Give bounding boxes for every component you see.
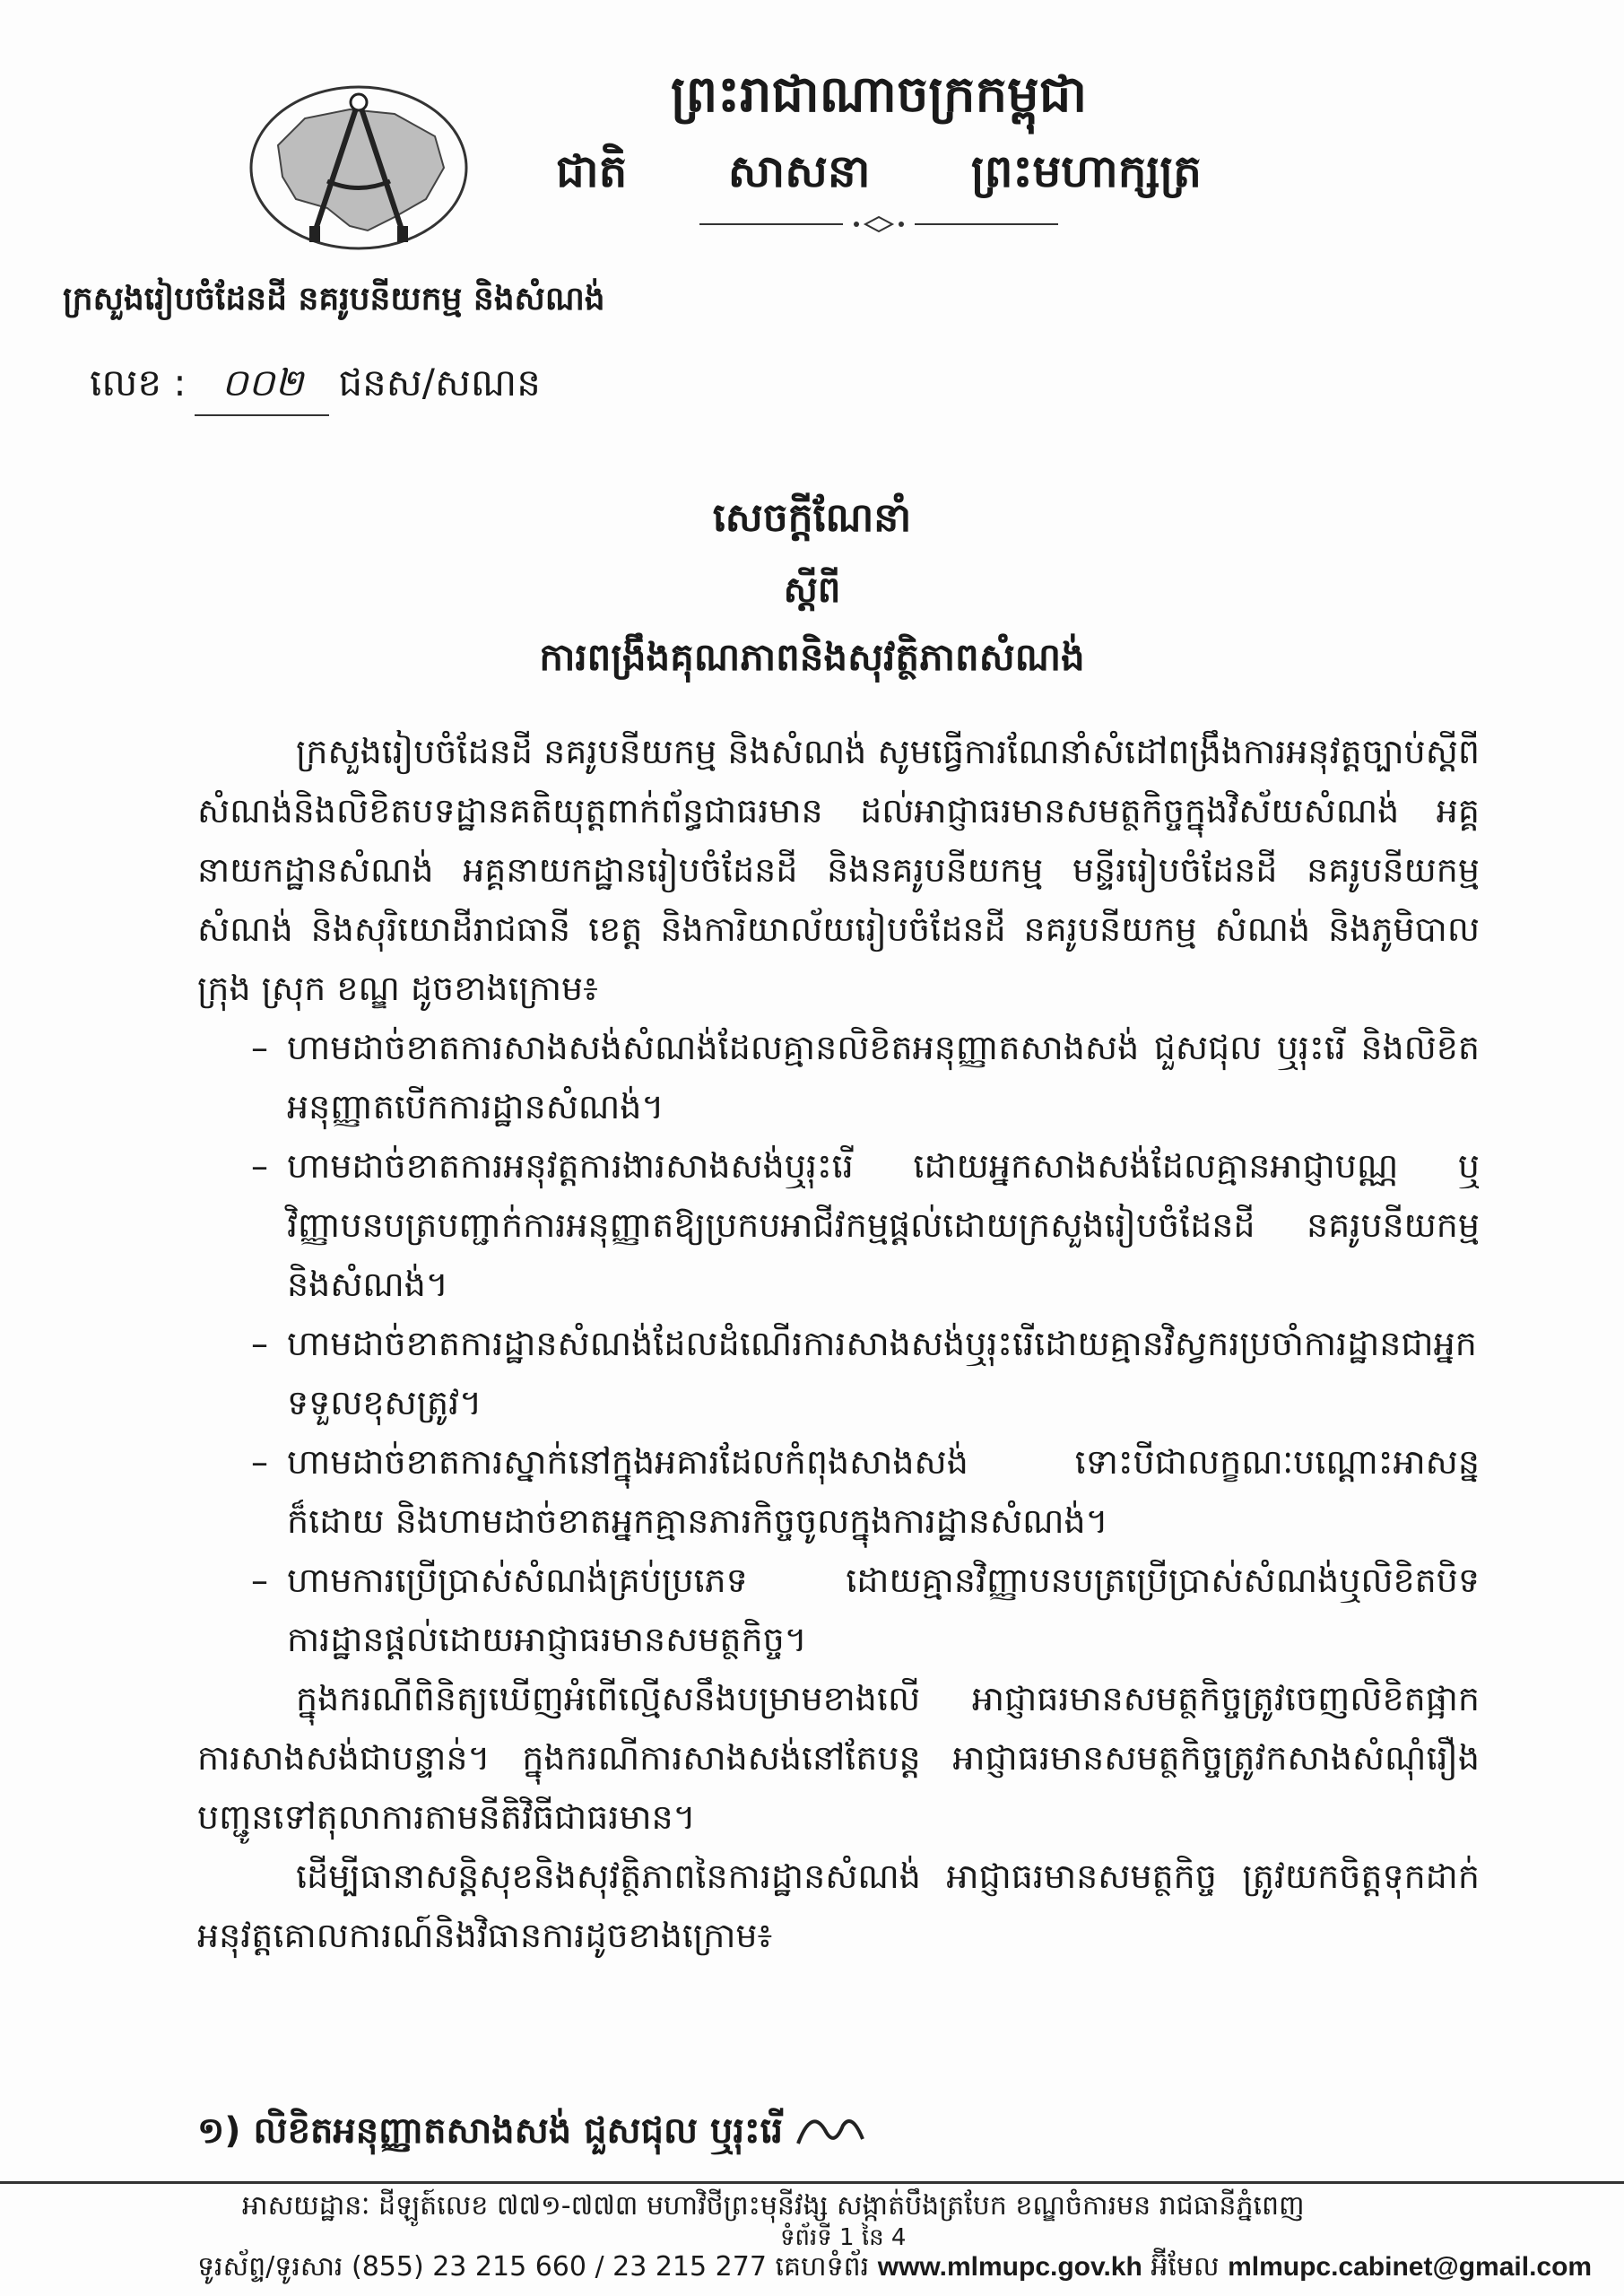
- document-body: [197, 722, 1480, 1965]
- footer-email-label: អ៊ីមែល: [1151, 2251, 1220, 2283]
- ref-number: ០០២: [195, 359, 329, 416]
- bullet-text: ហាមការប្រើប្រាស់សំណង់គ្រប់ប្រភេទ ដោយគ្មានវិញ្ញាបនបត្រប្រើប្រាស់សំណង់ឬលិខិតបិទការដ្ឋានផ្តល់ដោយអាជ្ញាធរមានសមត្ថកិច្ច។: [287, 1561, 1480, 1659]
- ref-suffix: ជនស/សណន: [338, 361, 541, 404]
- document-subject: ការពង្រឹងគុណភាពនិងសុវត្ថិភាពសំណង់: [539, 635, 1085, 679]
- motto-nation: ជាតិ: [556, 144, 628, 197]
- ministry-name: ក្រសួងរៀបចំដែនដី នគរូបនីយកម្ម និងសំណង់: [63, 280, 605, 317]
- footer-email-link[interactable]: mlmupc.cabinet@gmail.com: [1228, 2252, 1593, 2282]
- bullet-item: – ហាមដាច់ខាតការសាងសង់សំណង់ដែលគ្មានលិខិតអនុញ្ញាតសាងសង់ ជួសជុល ឬរុះរើ និងលិខិតអនុញ្ញាតបើកការដ្ឋានសំណង់។: [251, 1028, 1480, 1126]
- kingdom-title: ព្រះរាជាណាចក្រកម្ពុជា: [670, 65, 1088, 124]
- reference-number: [90, 359, 541, 416]
- bullet-item: – ហាមដាច់ខាតការស្នាក់នៅក្នុងអគារដែលកំពុងសាងសង់ ទោះបីជាលក្ខណៈបណ្តោះអាសន្នក៏ដោយ និងហាមដាច់ខាតអ្នកគ្មានភារកិច្ចចូលក្នុងការដ្ឋានសំណង់។: [251, 1442, 1480, 1541]
- footer-divider: [0, 2181, 1624, 2184]
- bullet-item: – ហាមដាច់ខាតការអនុវត្តការងារសាងសង់ឬរុះរើ ដោយអ្នកសាងសង់ដែលគ្មានអាជ្ញាបណ្ណ ឬវិញ្ញាបនបត្របញ្ជាក់ការអនុញ្ញាតឱ្យប្រកបអាជីវកម្មផ្តល់ដោយក្រសួងរៀបចំដែនដី នគរូបនីយកម្ម និងសំណង់។: [251, 1146, 1480, 1304]
- footer-contact: [197, 2249, 1593, 2289]
- document-title-about: ស្តីពី: [783, 569, 841, 611]
- ministry-logo: [242, 83, 475, 253]
- footer-website-link[interactable]: www.mlmupc.gov.kh: [877, 2252, 1142, 2282]
- bullet-text: ហាមដាច់ខាតការអនុវត្តការងារសាងសង់ឬរុះរើ ដោយអ្នកសាងសង់ដែលគ្មានអាជ្ញាបណ្ណ ឬវិញ្ញាបនបត្របញ្ជាក់ការអនុញ្ញាតឱ្យប្រកបអាជីវកម្មផ្តល់ដោយក្រសួងរៀបចំដែនដី នគរូបនីយកម្ម និងសំណង់។: [287, 1146, 1480, 1304]
- ornament-divider: [699, 215, 1058, 233]
- section-heading-1: ១) លិខិតអនុញ្ញាតសាងសង់ ជួសជុល ឬរុះរើ: [197, 2110, 784, 2152]
- document-title: សេចក្តីណែនាំ: [712, 495, 912, 541]
- motto-king: ព្រះមហាក្សត្រ: [970, 144, 1202, 197]
- footer-web-label: គេហទំព័រ: [775, 2251, 870, 2283]
- footer-phone: ទូរស័ព្ទ/ទូរសារ (855) 23 215 660 / 23 215 277: [197, 2251, 767, 2283]
- enforcement-paragraph: ក្នុងករណីពិនិត្យឃើញអំពើល្មើសនឹងបម្រាមខាងលើ អាជ្ញាធរមានសមត្ថកិច្ចត្រូវចេញលិខិតផ្អាកការសាងសង់ជាបន្ទាន់។ ក្នុងករណីការសាងសង់នៅតែបន្ត អាជ្ញាធរមានសមត្ថកិច្ចត្រូវកសាងសំណុំរឿងបញ្ជូនទៅតុលាការតាមនីតិវិធីជាធរមាន។: [197, 1679, 1480, 1837]
- ref-label: លេខ :: [90, 361, 187, 404]
- safety-paragraph: ដើម្បីធានាសន្តិសុខនិងសុវត្ថិភាពនៃការដ្ឋានសំណង់ អាជ្ញាធរមានសមត្ថកិច្ច ត្រូវយកចិត្តទុកដាក់អនុវត្តគោលការណ៍និងវិធានការដូចខាងក្រោម៖: [197, 1857, 1480, 1955]
- bullet-item: – ហាមការប្រើប្រាស់សំណង់គ្រប់ប្រភេទ ដោយគ្មានវិញ្ញាបនបត្រប្រើប្រាស់សំណង់ឬលិខិតបិទការដ្ឋានផ្តល់ដោយអាជ្ញាធរមានសមត្ថកិច្ច។: [251, 1561, 1480, 1659]
- national-motto: [556, 144, 1202, 209]
- bullet-text: ហាមដាច់ខាតការសាងសង់សំណង់ដែលគ្មានលិខិតអនុញ្ញាតសាងសង់ ជួសជុល ឬរុះរើ និងលិខិតអនុញ្ញាតបើកការដ្ឋានសំណង់។: [287, 1028, 1480, 1126]
- initials-signature: [789, 2103, 870, 2157]
- bullet-text: ហាមដាច់ខាតការដ្ឋានសំណង់ដែលដំណើរការសាងសង់ឬរុះរើដោយគ្មានវិស្វករប្រចាំការដ្ឋានជាអ្នកទទួលខុសត្រូវ។: [287, 1324, 1477, 1422]
- motto-religion: សាសនា: [727, 144, 871, 197]
- footer-address: អាសយដ្ឋានៈ ដីឡូត៍លេខ ៧៧១-៧៧៣ មហាវិថីព្រះមុនីវង្ស សង្កាត់បឹងត្របែក ខណ្ឌចំការមន រាជធានីភ្នំពេញ: [242, 2190, 1305, 2222]
- page-number: ទំព័រទី 1 នៃ 4: [780, 2224, 907, 2251]
- bullet-text: ហាមដាច់ខាតការស្នាក់នៅក្នុងអគារដែលកំពុងសាងសង់ ទោះបីជាលក្ខណៈបណ្តោះអាសន្នក៏ដោយ និងហាមដាច់ខាតអ្នកគ្មានភារកិច្ចចូលក្នុងការដ្ឋានសំណង់។: [287, 1442, 1480, 1541]
- intro-paragraph: ក្រសួងរៀបចំដែនដី នគរូបនីយកម្ម និងសំណង់ សូមធ្វើការណែនាំសំដៅពង្រឹងការអនុវត្តច្បាប់ស្តីពីសំណង់និងលិខិតបទដ្ឋានគតិយុត្តពាក់ព័ន្ធជាធរមាន ដល់អាជ្ញាធរមានសមត្ថកិច្ចក្នុងវិស័យសំណង់ អគ្គនាយកដ្ឋានសំណង់ អគ្គនាយកដ្ឋានរៀបចំដែនដី និងនគរូបនីយកម្ម មន្ទីររៀបចំដែនដី នគរូបនីយកម្ម សំណង់ និងសុរិយោដីរាជធានី ខេត្ត និងការិយាល័យរៀបចំដែនដី នគរូបនីយកម្ម សំណង់ និងភូមិបាលក្រុង ស្រុក ខណ្ឌ ដូចខាងក្រោម៖: [197, 732, 1480, 1008]
- bullet-item: – ហាមដាច់ខាតការដ្ឋានសំណង់ដែលដំណើរការសាងសង់ឬរុះរើដោយគ្មានវិស្វករប្រចាំការដ្ឋានជាអ្នកទទួលខុសត្រូវ។: [251, 1324, 1477, 1422]
